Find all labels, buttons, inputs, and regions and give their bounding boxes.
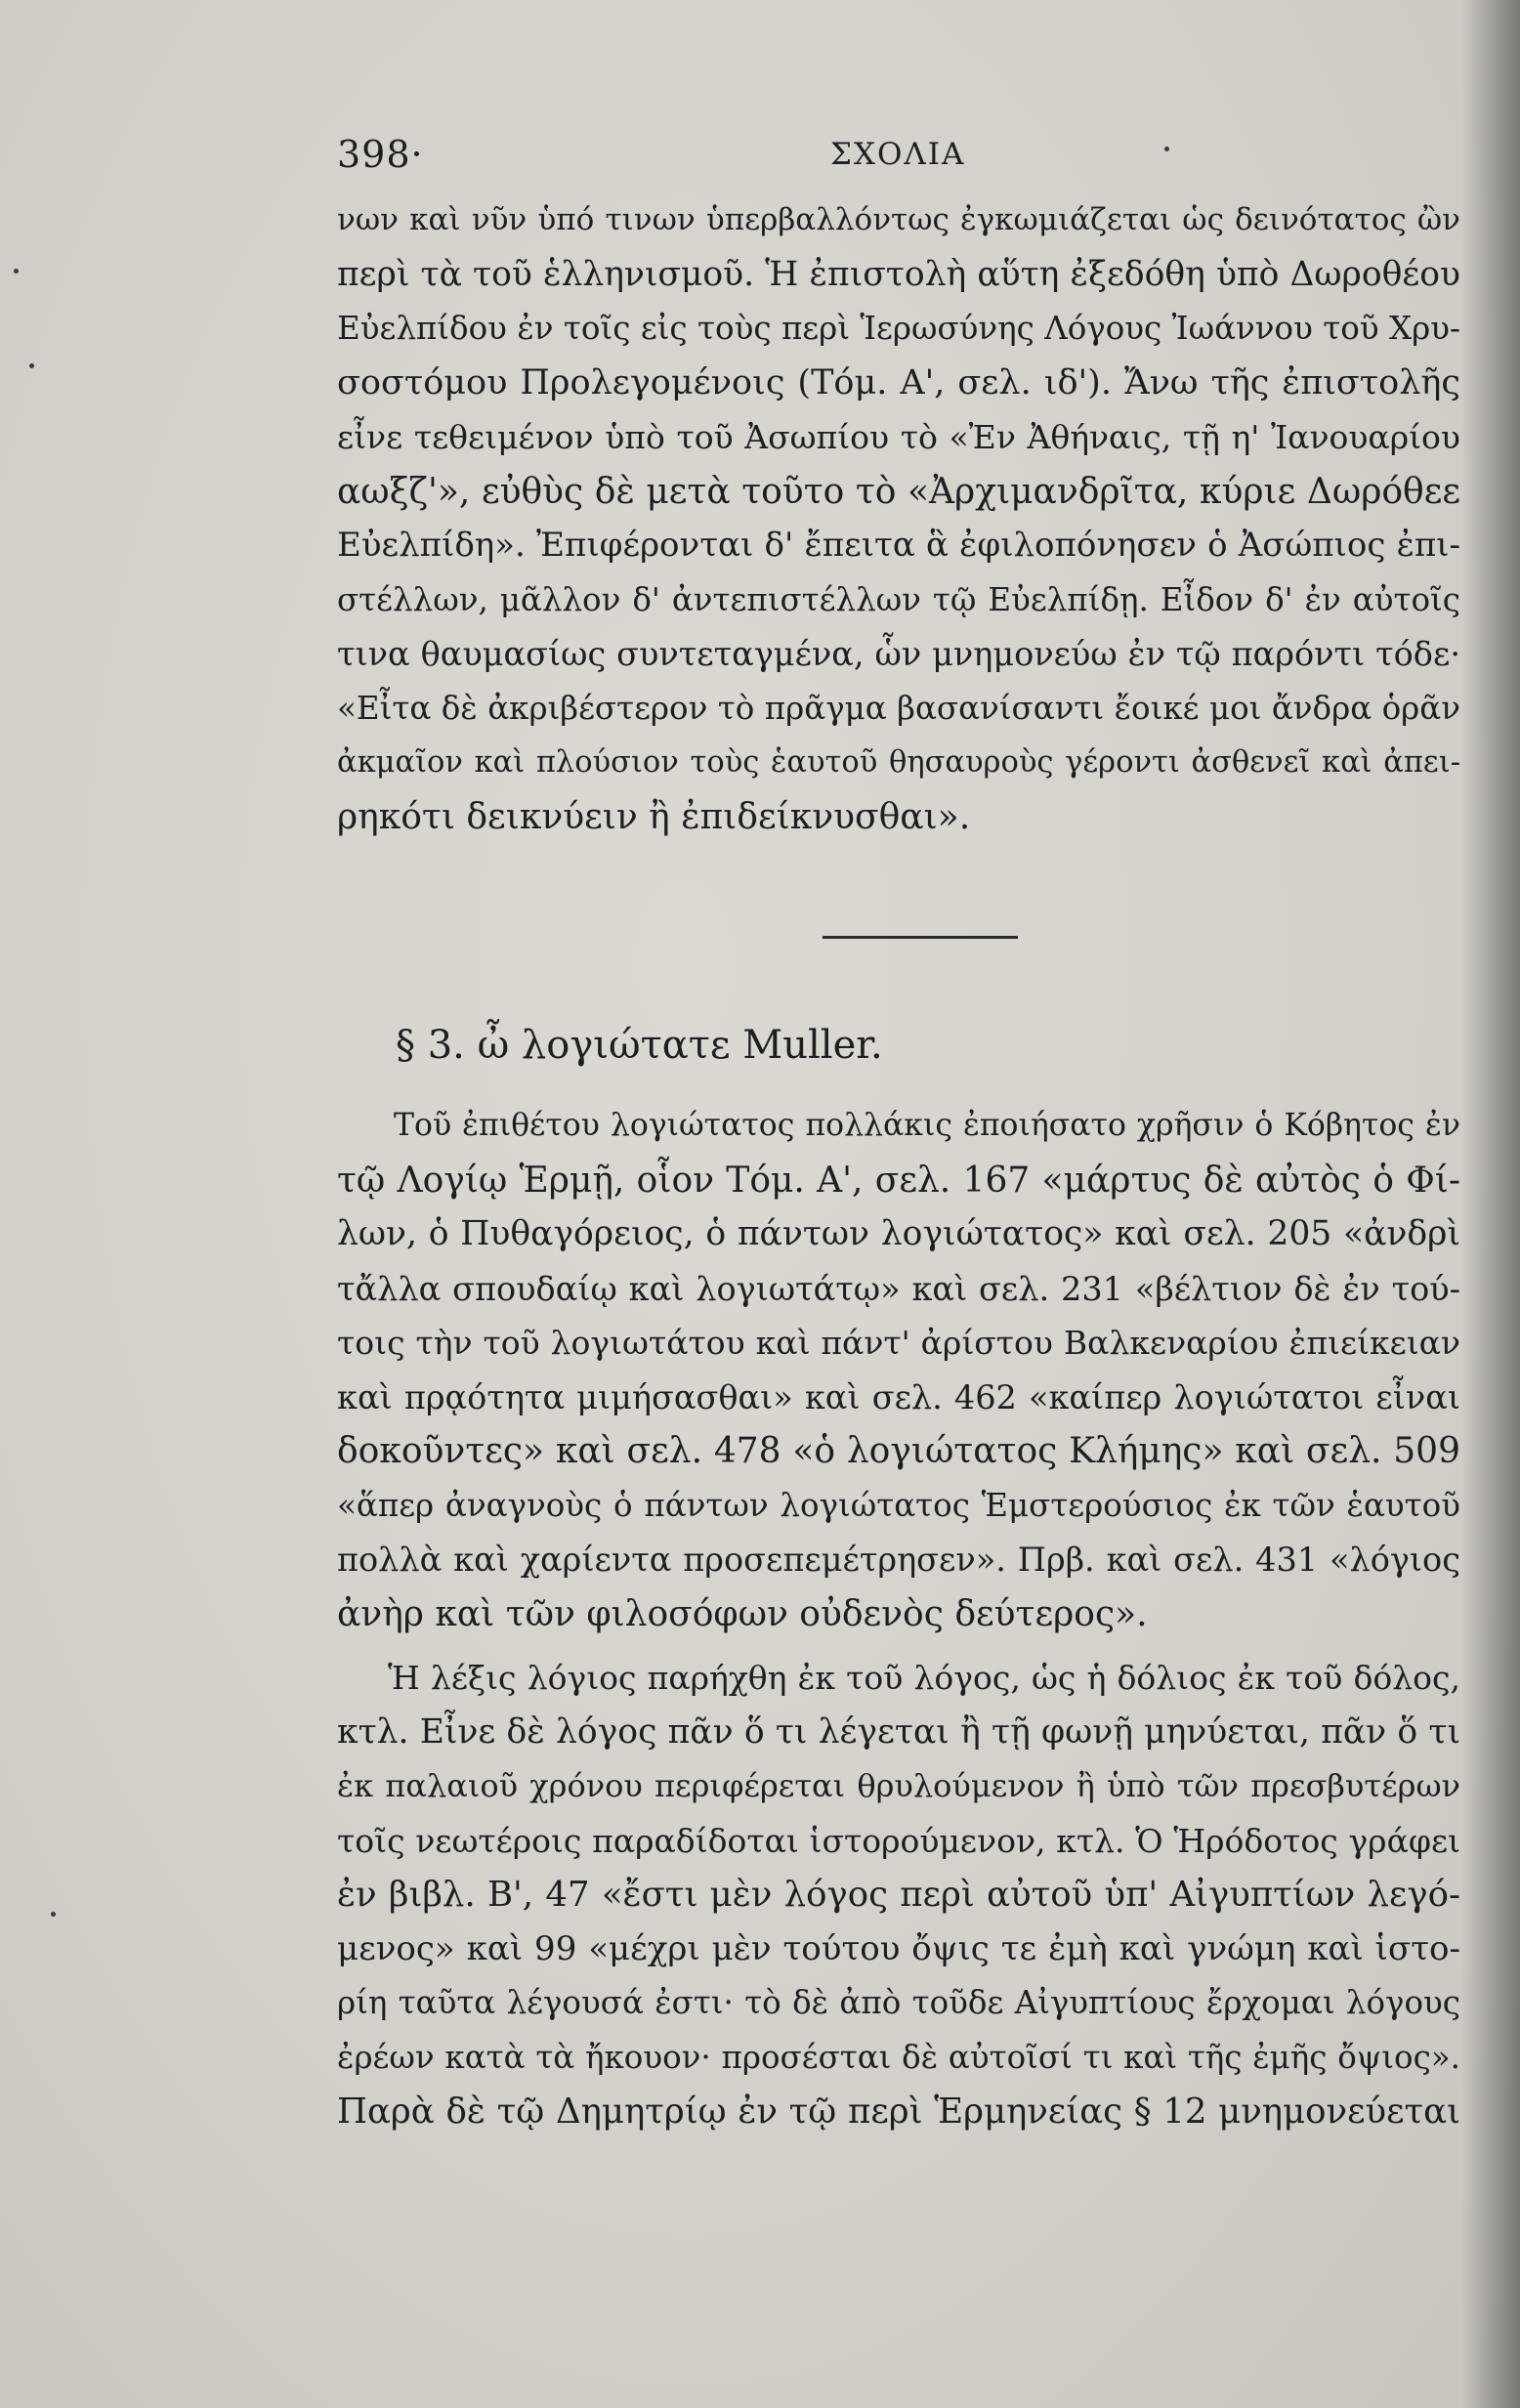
text-line: τἄλλα σπουδαίῳ καὶ λογιωτάτῳ» καὶ σελ. 231 «βέλτιον δὲ ἐν τού- [337, 1269, 1460, 1308]
text-line: μενος» καὶ 99 «μέχρι μὲν τούτου ὄψις τε ἐμὴ καὶ γνώμη καὶ ἱστο- [337, 1928, 1460, 1968]
text-line: ἀνὴρ καὶ τῶν φιλοσόφων οὐδενὸς δεύτερος». [337, 1593, 1148, 1634]
text-line: σοστόμου Προλεγομένοις (Τόμ. Α', σελ. ιδ'). Ἄνω τῆς ἐπιστολῆς [337, 362, 1460, 402]
text-line: νων καὶ νῦν ὑπό τινων ὑπερβαλλόντως ἐγκωμιάζεται ὡς δεινότατος ὢν [337, 202, 1460, 237]
text-line: «ἅπερ ἀναγνοὺς ὁ πάντων λογιώτατος Ἑμστερούσιος ἐκ τῶν ἑαυτοῦ [337, 1486, 1460, 1524]
paragraph-logios [337, 1651, 1460, 2139]
text-line: ρίη ταῦτα λέγουσά ἐστι· τὸ δὲ ἀπὸ τοῦδε Αἰγυπτίους ἔρχομαι λόγους [337, 1984, 1460, 2021]
text-line: περὶ τὰ τοῦ ἑλληνισμοῦ. Ἡ ἐπιστολὴ αὕτη ἐξεδόθη ὑπὸ Δωροθέου [337, 254, 1460, 294]
text-line: λων, ὁ Πυθαγόρειος, ὁ πάντων λογιώτατος» καὶ σελ. 205 «ἀνδρὶ [337, 1214, 1460, 1253]
paper-speck [29, 363, 34, 368]
text-line: ἀκμαῖον καὶ πλούσιον τοὺς ἑαυτοῦ θησαυροὺς γέροντι ἀσθενεῖ καὶ ἀπει- [337, 745, 1460, 780]
text-line: τοις τὴν τοῦ λογιωτάτου καὶ πάντ' ἀρίστου Βαλκεναρίου ἐπιείκειαν [337, 1324, 1460, 1362]
text-line: Παρὰ δὲ τῷ Δημητρίῳ ἐν τῷ περὶ Ἑρμηνείας § 12 μνημονεύεται [337, 2091, 1460, 2132]
text-line: ἐρέων κατὰ τὰ ἤκουον· προσέσται δὲ αὐτοῖσί τι καὶ τῆς ἐμῆς ὄψιος». [337, 2038, 1460, 2076]
paper-speck [14, 269, 19, 274]
text-line: ἐν βιβλ. Β', 47 «ἔστι μὲν λόγος περὶ αὐτοῦ ὑπ' Αἰγυπτίων λεγό- [337, 1875, 1460, 1915]
text-line: Ἡ λέξις λόγιος παρήχθη ἐκ τοῦ λόγος, ὡς ἡ δόλιος ἐκ τοῦ δόλος, [388, 1659, 1460, 1697]
text-line: εἶνε τεθειμένον ὑπὸ τοῦ Ἀσωπίου τὸ «Ἐν Ἀθήναις, τῇ η' Ἰανουαρίου [337, 418, 1460, 456]
running-title: ΣΧΟΛΙΑ [830, 137, 966, 172]
text-line: τῷ Λογίῳ Ἑρμῇ, οἷον Τόμ. Α', σελ. 167 «μάρτυς δὲ αὐτὸς ὁ Φί- [337, 1160, 1460, 1201]
text-line: στέλλων, μᾶλλον δ' ἀντεπιστέλλων τῷ Εὐελπίδῃ. Εἶδον δ' ἐν αὐτοῖς [337, 580, 1460, 618]
text-line: τοῖς νεωτέροις παραδίδοται ἱστορούμενον, κτλ. Ὁ Ἡρόδοτος γράφει [337, 1821, 1460, 1860]
text-line: αωξζ'», εὐθὺς δὲ μετὰ τοῦτο τὸ «Ἀρχιμανδρῖτα, κύριε Δωρόθεε [337, 471, 1460, 512]
text-line: Εὐελπίδη». Ἐπιφέρονται δ' ἔπειτα ἃ ἐφιλοπόνησεν ὁ Ἀσώπιος ἐπι- [337, 526, 1460, 565]
paragraph-continued [337, 193, 1460, 844]
paragraph-section-3 [337, 1099, 1460, 1641]
page-header [337, 125, 1460, 184]
text-line: δοκοῦντες» καὶ σελ. 478 «ὁ λογιώτατος Κλήμης» καὶ σελ. 509 [337, 1431, 1460, 1471]
text-line: Τοῦ ἐπιθέτου λογιώτατος πολλάκις ἐποιήσατο χρῆσιν ὁ Κόβητος ἐν [394, 1108, 1460, 1143]
text-line: τινα θαυμασίως συντεταγμένα, ὧν μνημονεύω ἐν τῷ παρόντι τόδε· [337, 635, 1460, 673]
text-line: κτλ. Εἶνε δὲ λόγος πᾶν ὅ τι λέγεται ἢ τῇ φωνῇ μηνύεται, πᾶν ὅ τι [337, 1711, 1460, 1752]
section-divider [823, 936, 1018, 939]
page-number: 398· [337, 133, 424, 176]
section-heading: § 3. ὦ λογιώτατε Muller. [396, 1023, 883, 1068]
text-line: ἐκ παλαιοῦ χρόνου περιφέρεται θρυλούμενον ἢ ὑπὸ τῶν πρεσβυτέρων [337, 1767, 1460, 1804]
page-edge-shadow [1461, 0, 1520, 2408]
text-line: «Εἶτα δὲ ἀκριβέστερον τὸ πρᾶγμα βασανίσαντι ἔοικέ μοι ἄνδρα ὁρᾶν [337, 689, 1460, 727]
paper-speck [51, 1912, 56, 1917]
text-line: Εὐελπίδου ἐν τοῖς εἰς τοὺς περὶ Ἱερωσύνης Λόγους Ἰωάννου τοῦ Χρυ- [337, 310, 1460, 347]
text-line: ρηκότι δεικνύειν ἢ ἐπιδείκνυσθαι». [337, 796, 971, 837]
text-line: πολλὰ καὶ χαρίεντα προσεπεμέτρησεν». Πρβ. καὶ σελ. 431 «λόγιος [337, 1541, 1460, 1579]
paper-speck [1164, 147, 1169, 151]
text-line: καὶ πρᾳότητα μιμήσασθαι» καὶ σελ. 462 «καίπερ λογιώτατοι εἶναι [337, 1377, 1460, 1416]
